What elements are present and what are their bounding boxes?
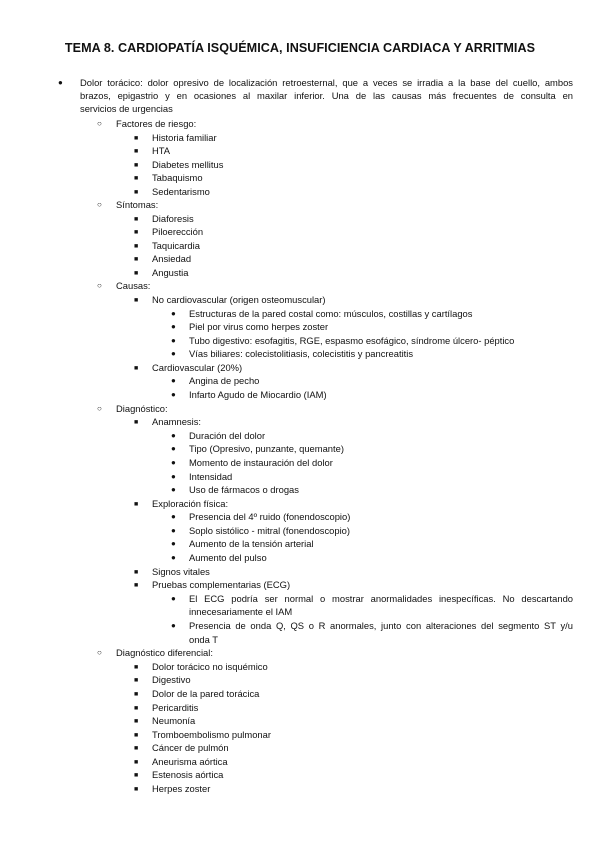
disc-bullet-icon [171, 320, 176, 333]
disc-bullet-icon [171, 374, 176, 387]
list-item: HTA [152, 145, 171, 156]
square-bullet-icon [134, 673, 138, 687]
causes-heading: Causas: [116, 280, 151, 291]
list-item: Ansiedad [152, 253, 192, 264]
page-title: TEMA 8. CARDIOPATÍA ISQUÉMICA, INSUFICIENCIA CARDIACA Y ARRITMIAS [64, 41, 536, 55]
square-bullet-icon [134, 755, 138, 769]
list-item-continuation: innecesariamente el IAM [189, 606, 293, 617]
square-bullet-icon [134, 741, 138, 755]
symptoms-heading: Síntomas: [116, 199, 159, 210]
list-item: Pericarditis [152, 702, 199, 713]
square-bullet-icon [134, 687, 138, 701]
square-bullet-icon [134, 185, 138, 199]
circle-bullet-icon [97, 117, 102, 130]
square-bullet-icon [134, 239, 138, 253]
square-bullet-icon [134, 361, 138, 375]
list-item: Tipo (Opresivo, punzante, quemante) [189, 443, 344, 454]
list-item: Digestivo [152, 674, 191, 685]
square-bullet-icon [134, 497, 138, 511]
disc-bullet-icon [171, 334, 176, 347]
square-bullet-icon [134, 171, 138, 185]
disc-bullet-icon [171, 442, 176, 455]
disc-bullet-icon [58, 76, 63, 89]
square-bullet-icon [134, 714, 138, 728]
circle-bullet-icon [97, 279, 102, 292]
list-item: Dolor torácico no isquémico [152, 661, 268, 672]
list-item: Pruebas complementarias (ECG) [152, 579, 291, 590]
square-bullet-icon [134, 728, 138, 742]
list-item: Dolor de la pared torácica [152, 688, 260, 699]
square-bullet-icon [134, 768, 138, 782]
disc-bullet-icon [171, 347, 176, 360]
list-item: El ECG podría ser normal o mostrar anormalidades inespecíficas. No descartando [189, 593, 573, 604]
list-item: Aumento de la tensión arterial [189, 538, 314, 549]
list-item: Uso de fármacos o drogas [189, 484, 299, 495]
list-item: Piel por virus como herpes zoster [189, 321, 329, 332]
disc-bullet-icon [171, 429, 176, 442]
diagnosis-heading: Diagnóstico: [116, 403, 168, 414]
list-item: Exploración física: [152, 498, 229, 509]
list-item: Presencia de onda Q, QS o R anormales, junto con alteraciones del segmento ST y/u [189, 620, 573, 631]
list-item: Anamnesis: [152, 416, 201, 427]
list-item: Diaforesis [152, 213, 194, 224]
list-item: Estenosis aórtica [152, 769, 224, 780]
square-bullet-icon [134, 782, 138, 796]
square-bullet-icon [134, 225, 138, 239]
disc-bullet-icon [171, 307, 176, 320]
list-item: Angustia [152, 267, 189, 278]
square-bullet-icon [134, 131, 138, 145]
list-item: Duración del dolor [189, 430, 266, 441]
disc-bullet-icon [171, 537, 176, 550]
list-item: Soplo sistólico - mitral (fonendoscopio) [189, 525, 351, 536]
list-item: Tabaquismo [152, 172, 203, 183]
list-item: Historia familiar [152, 132, 217, 143]
list-item: Aneurisma aórtica [152, 756, 228, 767]
list-item: Vías biliares: colecistolitiasis, colecistitis y pancreatitis [189, 348, 414, 359]
list-item: Tromboembolismo pulmonar [152, 729, 271, 740]
circle-bullet-icon [97, 646, 102, 659]
square-bullet-icon [134, 578, 138, 592]
disc-bullet-icon [171, 524, 176, 537]
disc-bullet-icon [171, 510, 176, 523]
list-item: Taquicardia [152, 240, 200, 251]
intro-line-2: brazos, epigastrio y en ocasiones al maxilar inferior. Una de las causas más frecuentes de consulta en [80, 90, 573, 101]
list-item: Momento de instauración del dolor [189, 457, 333, 468]
square-bullet-icon [134, 144, 138, 158]
square-bullet-icon [134, 565, 138, 579]
square-bullet-icon [134, 252, 138, 266]
list-item: Estructuras de la pared costal como: músculos, costillas y cartílagos [189, 308, 473, 319]
list-item: Herpes zoster [152, 783, 211, 794]
square-bullet-icon [134, 293, 138, 307]
square-bullet-icon [134, 158, 138, 172]
disc-bullet-icon [171, 619, 176, 632]
list-item: No cardiovascular (origen osteomuscular) [152, 294, 326, 305]
square-bullet-icon [134, 701, 138, 715]
list-item-continuation: onda T [189, 634, 219, 645]
disc-bullet-icon [171, 483, 176, 496]
list-item: Signos vitales [152, 566, 210, 577]
square-bullet-icon [134, 266, 138, 280]
intro-line-1: Dolor torácico: dolor opresivo de localización retroesternal, que a veces se irradia a la base del cuello, ambos [80, 77, 573, 88]
disc-bullet-icon [171, 456, 176, 469]
risk-heading: Factores de riesgo: [116, 118, 197, 129]
disc-bullet-icon [171, 388, 176, 401]
disc-bullet-icon [171, 551, 176, 564]
list-item: Tubo digestivo: esofagitis, RGE, espasmo esofágico, síndrome úlcero- péptico [189, 335, 515, 346]
disc-bullet-icon [171, 470, 176, 483]
list-item: Aumento del pulso [189, 552, 267, 563]
disc-bullet-icon [171, 592, 176, 605]
list-item: Infarto Agudo de Miocardio (IAM) [189, 389, 327, 400]
intro-line-3: servicios de urgencias [80, 103, 173, 114]
list-item: Sedentarismo [152, 186, 210, 197]
circle-bullet-icon [97, 198, 102, 211]
list-item: Intensidad [189, 471, 233, 482]
circle-bullet-icon [97, 402, 102, 415]
square-bullet-icon [134, 415, 138, 429]
list-item: Cáncer de pulmón [152, 742, 229, 753]
square-bullet-icon [134, 660, 138, 674]
list-item: Diabetes mellitus [152, 159, 224, 170]
list-item: Presencia del 4º ruido (fonendoscopio) [189, 511, 351, 522]
list-item: Piloerección [152, 226, 204, 237]
square-bullet-icon [134, 212, 138, 226]
list-item: Neumonía [152, 715, 196, 726]
list-item: Cardiovascular (20%) [152, 362, 243, 373]
list-item: Angina de pecho [189, 375, 260, 386]
differential-heading: Diagnóstico diferencial: [116, 647, 213, 658]
